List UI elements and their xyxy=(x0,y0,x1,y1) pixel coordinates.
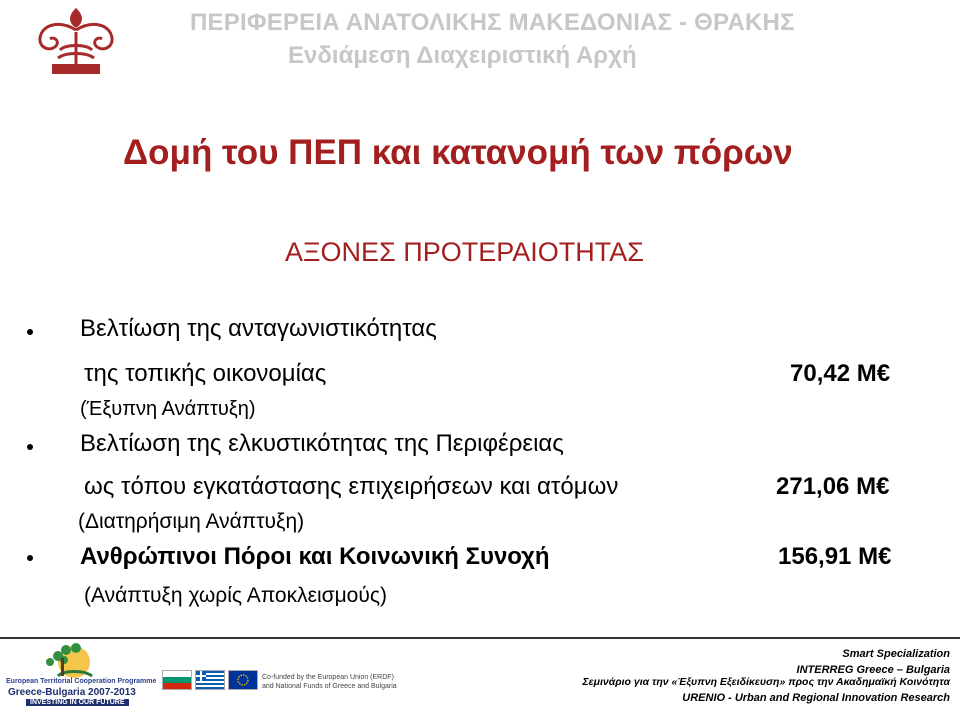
bullet-icon xyxy=(27,329,33,335)
cofund-line1: Co-funded by the European Union (ERDF) xyxy=(262,674,394,681)
programme-line3: INVESTING IN OUR FUTURE xyxy=(26,699,129,706)
bulgaria-flag-icon xyxy=(162,670,192,690)
item-1-sub: (Έξυπνη Ανάπτυξη) xyxy=(80,398,256,420)
item-3-line1: Ανθρώπινοι Πόροι και Κοινωνική Συνοχή xyxy=(80,543,550,570)
cofund-line2: and National Funds of Greece and Bulgaria xyxy=(262,683,397,690)
item-2-line2: ως τόπου εγκατάστασης επιχειρήσεων και ατόμων xyxy=(84,473,619,500)
eu-flag-icon xyxy=(228,670,258,690)
bullet-icon xyxy=(27,555,33,561)
programme-logo xyxy=(6,642,157,706)
organization-subtitle: Ενδιάμεση Διαχειριστική Αρχή xyxy=(288,42,637,69)
organization-title: ΠΕΡΙΦΕΡΕΙΑ ΑΝΑΤΟΛΙΚΗΣ ΜΑΚΕΔΟΝΙΑΣ - ΘΡΑΚΗΣ xyxy=(190,9,795,36)
item-1-line2: της τοπικής οικονομίας xyxy=(84,360,327,387)
section-title: ΑΞΟΝΕΣ ΠΡΟΤΕΡΑΙΟΤΗΤΑΣ xyxy=(285,237,644,267)
item-3-amount: 156,91 Μ€ xyxy=(778,543,892,570)
footer-seminar: Σεμινάριο για την «Έξυπνη Εξειδίκευση» προς την Ακαδημαϊκή Κοινότητα xyxy=(582,676,950,688)
programme-line2: Greece-Bulgaria 2007-2013 xyxy=(8,687,136,698)
region-emblem-icon xyxy=(30,6,122,80)
footer-interreg: INTERREG Greece – Bulgaria xyxy=(796,664,950,676)
item-3-sub: (Ανάπτυξη χωρίς Αποκλεισμούς) xyxy=(84,584,387,607)
item-2-sub: (Διατηρήσιμη Ανάπτυξη) xyxy=(78,510,305,533)
footer-smart-specialization: Smart Specialization xyxy=(842,648,950,660)
footer-urenio: URENIO - Urban and Regional Innovation Research xyxy=(682,692,950,704)
bullet-icon xyxy=(27,444,33,450)
item-2-amount: 271,06 Μ€ xyxy=(776,473,890,500)
tree-logo-icon xyxy=(6,642,136,682)
item-1-line1: Βελτίωση της ανταγωνιστικότητας xyxy=(80,315,437,342)
greece-flag-icon xyxy=(195,670,225,690)
programme-line1: European Territorial Cooperation Programme xyxy=(6,678,157,685)
page-title: Δομή του ΠΕΠ και κατανομή των πόρων xyxy=(123,133,793,172)
item-2-line1: Βελτίωση της ελκυστικότητας της Περιφέρειας xyxy=(80,430,564,457)
cofunding-text xyxy=(262,673,397,691)
footer-divider xyxy=(0,637,960,639)
item-1-amount: 70,42 Μ€ xyxy=(790,360,891,387)
